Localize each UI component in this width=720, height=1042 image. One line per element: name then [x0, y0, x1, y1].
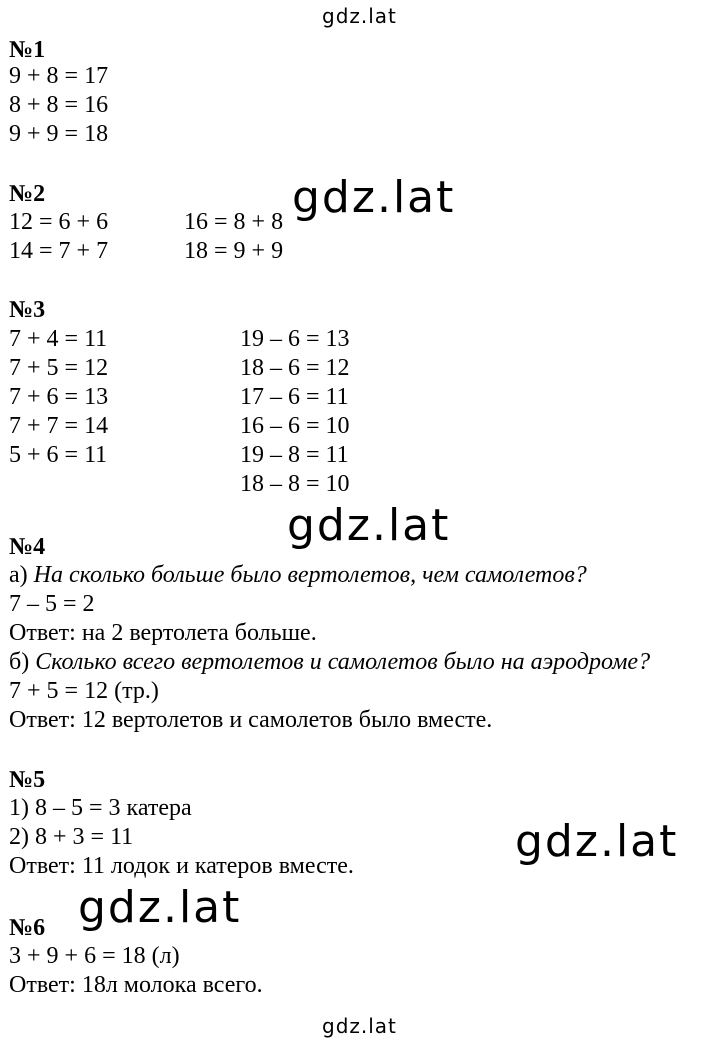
- task-4-b-question: Сколько всего вертолетов и самолетов было на аэродроме?: [35, 649, 651, 675]
- task-3-line: 7 + 4 = 11: [9, 326, 108, 352]
- task-5-line: 1) 8 – 5 = 3 катера: [9, 795, 192, 821]
- watermark-large: gdz.lat: [78, 882, 242, 933]
- task-4-question-b: [9, 648, 650, 677]
- task-1-line: 9 + 9 = 18: [9, 121, 109, 147]
- task-4-title: №4: [9, 534, 46, 560]
- task-3-line: 18 – 8 = 10: [240, 471, 350, 492]
- task-6-line: 3 + 9 + 6 = 18 (л): [9, 943, 180, 969]
- watermark-large: gdz.lat: [287, 500, 451, 551]
- task-1-title: №1: [9, 37, 46, 63]
- task-3-line: 7 + 6 = 13: [9, 384, 109, 410]
- task-3-line: 5 + 6 = 11: [9, 442, 108, 468]
- task-3-line: 17 – 6 = 11: [240, 384, 349, 410]
- task-3-line: 18 – 6 = 12: [240, 355, 350, 381]
- task-3-title: №3: [9, 297, 46, 323]
- task-3-line: 19 – 6 = 13: [240, 326, 350, 352]
- task-4-question-a: [9, 561, 587, 590]
- task-1-line: 8 + 8 = 16: [9, 92, 109, 118]
- task-2-line: 12 = 6 + 6: [9, 209, 109, 235]
- task-5-title: №5: [9, 767, 46, 793]
- cropped-line-wrapper: [240, 470, 400, 492]
- task-5-line: 2) 8 + 3 = 11: [9, 824, 134, 850]
- task-4-a-answer: Ответ: на 2 вертолета больше.: [9, 620, 317, 646]
- task-3-line: 19 – 8 = 11: [240, 442, 349, 468]
- task-4-b-equation: 7 + 5 = 12 (тр.): [9, 678, 159, 704]
- task-2-title: №2: [9, 181, 46, 207]
- watermark-large: gdz.lat: [292, 172, 456, 223]
- task-4-b-prefix: б): [9, 649, 30, 675]
- task-4-a-prefix: а): [9, 562, 28, 588]
- task-6-line: Ответ: 18л молока всего.: [9, 972, 263, 998]
- task-3-line: 7 + 5 = 12: [9, 355, 109, 381]
- task-6-title: №6: [9, 915, 46, 941]
- task-3-line: 16 – 6 = 10: [240, 413, 350, 439]
- task-5-line: Ответ: 11 лодок и катеров вместе.: [9, 853, 354, 879]
- task-2-line: 14 = 7 + 7: [9, 238, 109, 264]
- task-4-b-answer: Ответ: 12 вертолетов и самолетов было вместе.: [9, 707, 493, 733]
- task-2-line: 16 = 8 + 8: [184, 209, 284, 235]
- task-3-line: 7 + 7 = 14: [9, 413, 109, 439]
- task-4-a-question: На сколько больше было вертолетов, чем самолетов?: [33, 562, 587, 588]
- watermark-large: gdz.lat: [515, 816, 679, 867]
- task-1-line: 9 + 8 = 17: [9, 63, 109, 89]
- task-2-line: 18 = 9 + 9: [184, 238, 284, 264]
- watermark-bottom: gdz.lat: [322, 1014, 397, 1038]
- watermark-top: gdz.lat: [322, 4, 397, 28]
- task-4-a-equation: 7 – 5 = 2: [9, 591, 95, 617]
